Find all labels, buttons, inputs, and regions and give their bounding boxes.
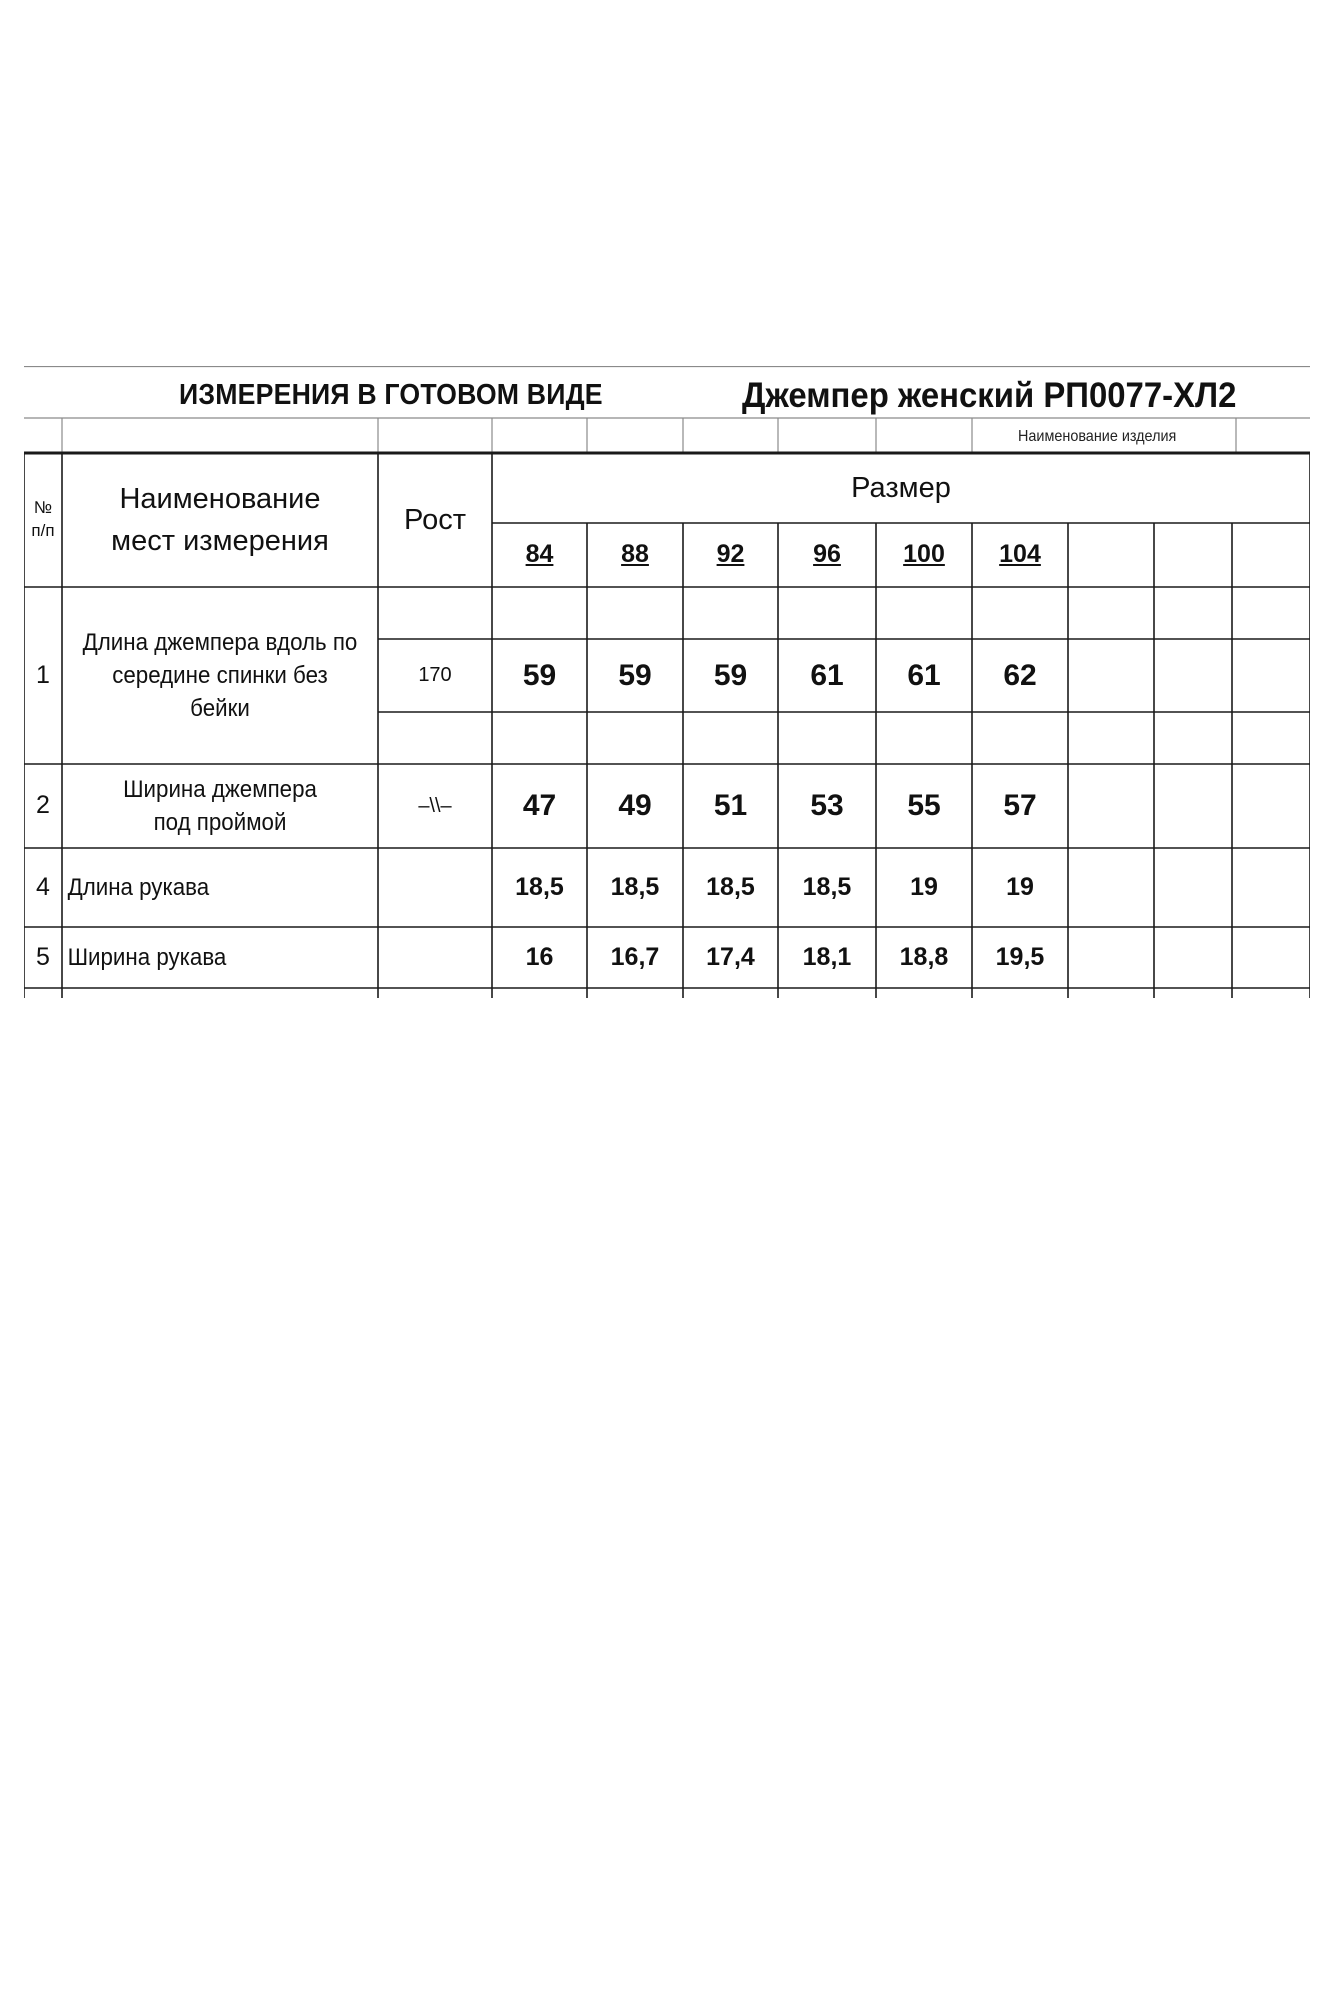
size-value: 61 [810,658,844,692]
size-value: 62 [1003,658,1037,692]
size-value: 59 [522,658,557,692]
height-value [378,848,492,927]
size-value: 18,5 [515,872,564,901]
height-value: 170 [418,664,452,686]
measurement-name: Ширина джемпера под проймой [123,775,317,836]
size-value: 59 [713,658,748,692]
column-header-height: Рост [404,503,466,536]
size-value: 19 [1006,872,1034,901]
size-value: 18,8 [899,942,949,971]
size-label: 96 [813,540,841,569]
size-label: 100 [903,540,945,569]
measurement-name: Длина рукава [67,873,210,901]
size-value: 19 [910,872,938,901]
size-value: 16 [525,942,554,971]
size-label: 104 [999,540,1041,569]
measurement-sheet [24,366,1310,998]
size-value: 55 [907,789,941,823]
size-value: 49 [618,789,652,823]
measurement-name: Ширина рукава [67,943,227,971]
size-value: 51 [713,789,748,823]
row-number: 2 [36,791,50,820]
row-number: 1 [36,660,50,689]
column-header-size: Размер [851,471,951,504]
height-value: –\\– [418,794,452,817]
row-number: 5 [36,942,50,971]
size-value: 18,1 [802,942,852,971]
size-value: 53 [810,789,844,823]
size-value: 59 [618,658,652,692]
size-label: 88 [621,540,649,569]
size-value: 18,5 [802,872,852,901]
size-value: 61 [907,658,941,692]
product-name-label: Наименование изделия [1018,428,1177,445]
size-value: 16,7 [610,942,660,971]
sheet-title: ИЗМЕРЕНИЯ В ГОТОВОМ ВИДЕ [179,379,603,411]
column-header-measurement-name: Наименование мест измерения [111,482,329,557]
row-number: 4 [36,872,50,901]
product-title: Джемпер женский РП0077-ХЛ2 [742,376,1237,415]
size-value: 19,5 [995,942,1045,971]
size-value: 18,5 [706,872,755,901]
measurement-name: Длина джемпера вдоль по середине спинки без бейки [82,628,358,723]
size-label: 84 [525,540,554,569]
size-label: 92 [716,540,745,569]
size-value: 47 [522,789,557,823]
height-value [378,927,492,988]
size-value: 18,5 [610,872,660,901]
size-value: 57 [1003,789,1037,823]
size-value: 17,4 [706,942,755,971]
column-header-number: № п/п [31,498,55,540]
